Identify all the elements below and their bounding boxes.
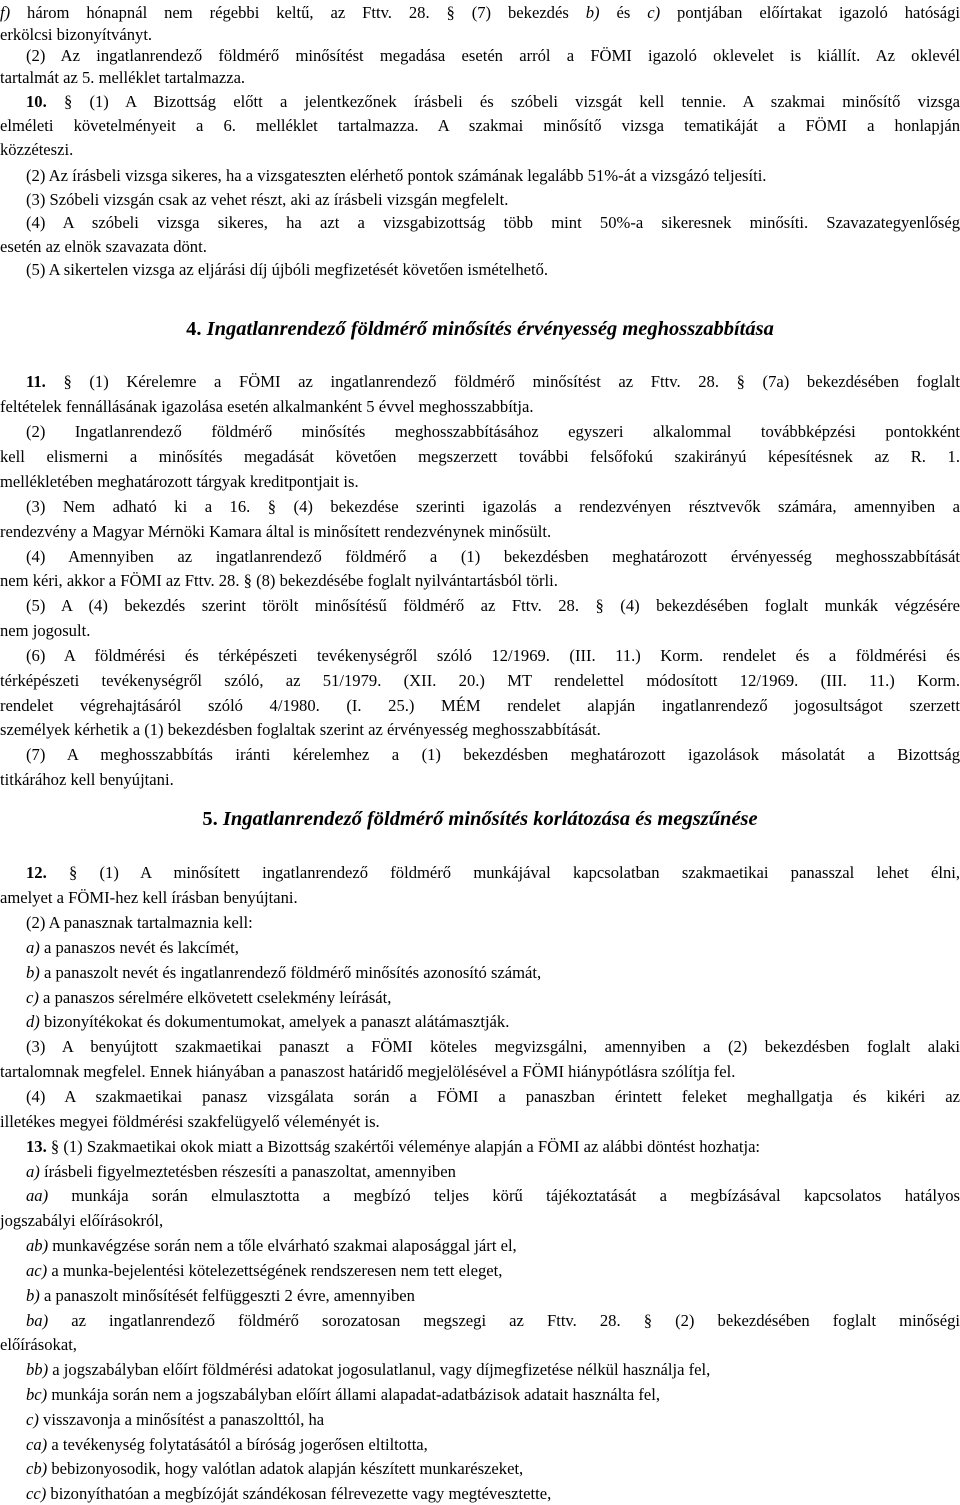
text-span: titkárához kell benyújtani. — [0, 770, 174, 789]
list-marker: b) — [26, 1286, 40, 1305]
text-line — [0, 1409, 960, 1431]
text-line — [0, 670, 960, 692]
text-line — [0, 521, 960, 543]
text-line — [0, 1458, 960, 1480]
text-line — [0, 1310, 960, 1332]
text-line — [0, 212, 960, 234]
text-span: (5) A (4) bekezdés szerint törölt minősítésű földmérő az Fttv. 28. § (4) bekezdésében foglalt munkák végzésére — [26, 596, 960, 615]
text-line — [0, 887, 960, 909]
list-marker: bb) — [26, 1360, 49, 1379]
text-line — [0, 1086, 960, 1108]
text-span: és — [599, 3, 648, 22]
text-span: kell elismerni a minősítés megadását követően megszerzett további felsőfokú szakirányú képesítésnek az R. 1. — [0, 447, 960, 466]
text-span: (3) Szóbeli vizsgán csak az vehet részt, aki az írásbeli vizsgán megfelelt. — [26, 190, 509, 209]
text-span: a munka-bejelentési kötelezettségének rendszeresen nem tett eleget, — [47, 1261, 503, 1280]
text-span: munkája során elmulasztotta a megbízó teljes körű tájékoztatását a megbízásával kapcsolatos hatályos — [48, 1186, 960, 1205]
text-line — [0, 371, 960, 393]
text-span: rendezvény a Magyar Mérnöki Kamara által is minősített rendezvénynek minősült. — [0, 522, 552, 541]
text-span: rendelet végrehajtásáról szóló 4/1980. (I. 25.) MÉM rendelet alapján ingatlanrendező jogosultságot szerzett — [0, 696, 960, 715]
text-line — [0, 912, 960, 934]
text-line — [0, 396, 960, 418]
text-line — [0, 1185, 960, 1207]
text-span: (6) A földmérési és térképészeti tevékenységről szóló 12/1969. (III. 11.) Korm. rendelet és a földmérési és — [26, 646, 960, 665]
text-line — [0, 1483, 960, 1505]
list-marker: d) — [26, 1012, 40, 1031]
text-line — [0, 987, 960, 1009]
text-span: (4) A szóbeli vizsga sikeres, ha azt a vizsgabizottság több mint 50%-a sikeresnek minősíti. Szavazategyenlőség — [26, 213, 960, 232]
text-span: bebizonyosodik, hogy valótlan adatok alapján készített munkarészeket, — [47, 1459, 524, 1478]
text-line — [0, 695, 960, 717]
text-span: (3) Nem adható ki a 16. § (4) bekezdése szerinti igazolás a rendezvényen résztvevők számára, amennyiben a — [26, 497, 960, 516]
text-span: jogszabályi előírásokról, — [0, 1211, 164, 1230]
text-line — [0, 1260, 960, 1282]
section-number: 4. — [186, 318, 202, 340]
text-line — [0, 165, 960, 187]
text-span: közzéteszi. — [0, 140, 74, 159]
text-line — [0, 595, 960, 617]
text-span: a panaszos sérelmére elkövetett cselekmény leírását, — [38, 988, 392, 1007]
text-line — [0, 1011, 960, 1033]
text-span: § (1) Kérelemre a FÖMI az ingatlanrendező földmérő minősítést az Fttv. 28. § (7a) bekezdésében foglalt — [45, 372, 960, 391]
text-span: (4) Amennyiben az ingatlanrendező földmérő a (1) bekezdésben meghatározott érvényesség meghosszabbítását — [26, 547, 960, 566]
text-line — [0, 446, 960, 468]
text-line — [0, 189, 960, 211]
text-span: elméleti követelményeit a 6. melléklet tartalmazza. A szakmai minősítő vizsga tematikáját a FÖMI a honlapján — [0, 116, 960, 135]
text-span: mellékletében meghatározott tárgyak kreditpontjait is. — [0, 472, 359, 491]
text-span: írásbeli figyelmeztetésben részesíti a panaszoltat, amennyiben — [39, 1162, 456, 1181]
list-marker: c) — [26, 988, 39, 1007]
list-marker: b) — [26, 963, 40, 982]
text-span: (2) Az ingatlanrendező földmérő minősítést megadása esetén arról a FÖMI igazoló oklevelet is kiállít. Az oklevél — [26, 46, 960, 65]
text-span: a jogszabályban előírt földmérési adatokat jogosulatlanul, vagy díjmegfizetése nélkül használja fel, — [48, 1360, 711, 1379]
text-span: (4) A szakmaetikai panasz vizsgálata során a FÖMI a panaszban érintett feleket meghallgatja és kikéri az — [26, 1087, 960, 1106]
text-line — [0, 45, 960, 67]
text-span: illetékes megyei földmérési szakfelügyelő véleményét is. — [0, 1112, 380, 1131]
text-span: amelyet a FÖMI-hez kell írásban benyújtani. — [0, 888, 298, 907]
section-heading — [0, 314, 960, 344]
list-marker: aa) — [26, 1186, 49, 1205]
text-span: pontjában előírtakat igazoló hatósági — [660, 3, 960, 22]
text-span: térképészeti tevékenységről szóló, az 51/1979. (XII. 20.) MT rendelettel módosított 12/1969. (III. 11.) Korm. — [0, 671, 960, 690]
list-marker: ab) — [26, 1236, 49, 1255]
text-span: (2) Ingatlanrendező földmérő minősítés meghosszabbításához egyszeri alkalommal továbbképzési pontokként — [26, 422, 960, 441]
text-line — [0, 1111, 960, 1133]
text-span: § (1) A minősített ingatlanrendező földmérő munkájával kapcsolatban szakmaetikai panasszal lehet élni, — [46, 863, 960, 882]
text-line — [0, 115, 960, 137]
text-line — [0, 769, 960, 791]
paragraph-number: 12. — [26, 863, 47, 882]
text-span: esetén az elnök szavazata dönt. — [0, 237, 207, 256]
text-span: feltételek fennállásának igazolása esetén alkalmanként 5 évvel meghosszabbítja. — [0, 397, 534, 416]
text-span: nem kéri, akkor a FÖMI az Fttv. 28. § (8) bekezdésébe foglalt nyilvántartásból törli. — [0, 571, 558, 590]
text-span: tartalmát az 5. melléklet tartalmazza. — [0, 68, 246, 87]
list-marker: cb) — [26, 1459, 48, 1478]
paragraph-number: 10. — [26, 92, 47, 111]
text-span: (2) A panasznak tartalmaznia kell: — [26, 913, 253, 932]
text-span: munkavégzése során nem a tőle elvárható szakmai alaposággal járt el, — [48, 1236, 517, 1255]
text-span: (5) A sikertelen vizsga az eljárási díj újbóli megfizetését követően ismételhető. — [26, 260, 549, 279]
list-marker: b) — [585, 3, 600, 22]
text-span: három hónapnál nem régebbi keltű, az Fttv. 28. § (7) bekezdés — [10, 3, 586, 22]
text-line — [0, 1235, 960, 1257]
text-line — [0, 259, 960, 281]
text-span: § (1) Szakmaetikai okok miatt a Bizottság szakértői véleménye alapján a FÖMI az alábbi döntést hozhatja: — [46, 1137, 761, 1156]
list-marker: bc) — [26, 1385, 48, 1404]
text-line — [0, 744, 960, 766]
text-span: a panaszolt minősítését felfüggeszti 2 évre, amennyiben — [39, 1286, 415, 1305]
text-line — [0, 139, 960, 161]
text-line — [0, 236, 960, 258]
section-heading — [0, 804, 960, 834]
text-line — [0, 719, 960, 741]
text-line — [0, 24, 960, 46]
text-line — [0, 1384, 960, 1406]
text-span: tartalomnak megfelel. Ennek hiányában a panaszost határidő megjelölésével a FÖMI hiánypótlásra szólítja fel. — [0, 1062, 736, 1081]
text-line — [0, 546, 960, 568]
text-line — [0, 67, 960, 89]
text-span: bizonyíthatóan a megbízóját szándékosan félrevezette vagy megtévesztette, — [46, 1484, 552, 1503]
paragraph-number: 11. — [26, 372, 46, 391]
list-marker: c) — [26, 1410, 39, 1429]
text-span: nem jogosult. — [0, 621, 91, 640]
list-marker: ba) — [26, 1311, 49, 1330]
list-marker: ca) — [26, 1435, 48, 1454]
text-line — [0, 862, 960, 884]
text-span: előírásokat, — [0, 1335, 77, 1354]
section-title: Ingatlanrendező földmérő minősítés korlátozása és megszűnése — [222, 808, 758, 830]
text-line — [0, 962, 960, 984]
list-marker: f) — [0, 3, 11, 22]
text-span: munkája során nem a jogszabályban előírt állami alapadat-adatbázisok adatait használta fel, — [47, 1385, 660, 1404]
paragraph-number: 13. — [26, 1137, 47, 1156]
list-marker: a) — [26, 938, 40, 957]
text-span: § (1) A Bizottság előtt a jelentkezőnek írásbeli és szóbeli vizsgát kell tennie. A szakmai minősítő vizsga — [46, 92, 960, 111]
text-line — [0, 1061, 960, 1083]
text-line — [0, 1334, 960, 1356]
text-line — [0, 1285, 960, 1307]
section-title: Ingatlanrendező földmérő minősítés érvényesség meghosszabbítása — [206, 318, 774, 340]
text-line — [0, 471, 960, 493]
list-marker: ac) — [26, 1261, 48, 1280]
list-marker: c) — [647, 3, 661, 22]
text-span: bizonyítékokat és dokumentumokat, amelyek a panaszt alátámasztják. — [39, 1012, 510, 1031]
text-span: erkölcsi bizonyítványt. — [0, 25, 153, 44]
text-span: a panaszos nevét és lakcímét, — [39, 938, 239, 957]
text-line — [0, 421, 960, 443]
list-marker: a) — [26, 1162, 40, 1181]
text-span: személyek kérhetik a (1) bekezdésben foglaltak szerint az érvényesség meghosszabbítását. — [0, 720, 601, 739]
text-line — [0, 1434, 960, 1456]
text-line — [0, 1359, 960, 1381]
text-span: a tevékenység folytatásától a bíróság jogerősen eltiltotta, — [47, 1435, 428, 1454]
text-span: (2) Az írásbeli vizsga sikeres, ha a vizsgateszten elérhető pontok számának legalább 51%-át a vizsgázó teljesíti. — [26, 166, 767, 185]
text-line — [0, 1036, 960, 1058]
text-line — [0, 1161, 960, 1183]
text-line — [0, 620, 960, 642]
text-line — [0, 645, 960, 667]
text-span: az ingatlanrendező földmérő sorozatosan megszegi az Fttv. 28. § (2) bekezdésében foglalt minőségi — [48, 1311, 960, 1330]
list-marker: cc) — [26, 1484, 47, 1503]
text-span: (3) A benyújtott szakmaetikai panaszt a FÖMI köteles megvizsgálni, amennyiben a (2) bekezdésben foglalt alaki — [26, 1037, 960, 1056]
text-span: a panaszolt nevét és ingatlanrendező földmérő minősítés azonosító számát, — [39, 963, 542, 982]
text-line — [0, 1136, 960, 1158]
text-line — [0, 91, 960, 113]
text-line — [0, 570, 960, 592]
text-span: visszavonja a minősítést a panaszolttól, ha — [38, 1410, 325, 1429]
section-number: 5. — [202, 808, 218, 830]
text-line — [0, 1210, 960, 1232]
text-line — [0, 937, 960, 959]
text-line — [0, 496, 960, 518]
text-span: (7) A meghosszabbítás iránti kérelemhez a (1) bekezdésben meghatározott igazolások másolatát a Bizottság — [26, 745, 960, 764]
text-line — [0, 2, 960, 24]
